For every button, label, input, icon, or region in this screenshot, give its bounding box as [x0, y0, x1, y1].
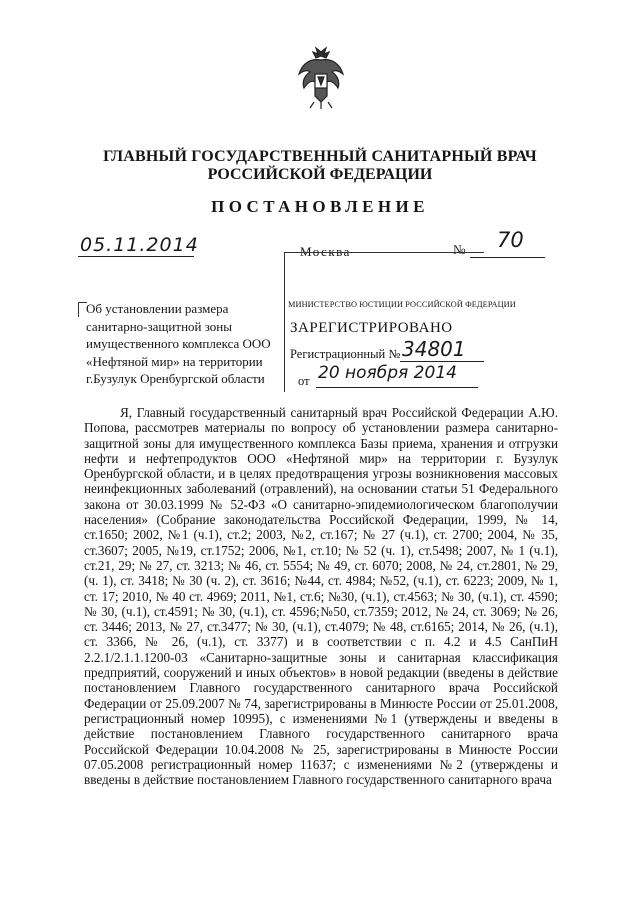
russian-coat-of-arms-icon — [296, 46, 346, 110]
stamp-registration-number-label: Регистрационный № — [290, 347, 401, 361]
stamp-handwritten-registration-number: 34801 — [402, 337, 466, 361]
issuer-title-line1: ГЛАВНЫЙ ГОСУДАРСТВЕННЫЙ САНИТАРНЫЙ ВРАЧ — [103, 148, 537, 165]
document-type-title: ПОСТАНОВЛЕНИЕ — [211, 197, 429, 216]
issuer-title-line2: РОССИЙСКОЙ ФЕДЕРАЦИИ — [207, 166, 433, 183]
document-subject — [86, 300, 271, 388]
city-label: Москва — [300, 244, 351, 259]
handwritten-date: 05.11.2014 — [80, 234, 199, 256]
number-label: № — [453, 242, 466, 257]
date-underline — [78, 256, 194, 257]
stamp-number-underline — [400, 361, 484, 362]
subject-line: г.Бузулук Оренбургской области — [86, 371, 265, 386]
document-body — [84, 405, 558, 787]
stamp-handwritten-date: 20 ноября 2014 — [318, 363, 457, 383]
stamp-ministry-name: МИНИСТЕРСТВО ЮСТИЦИИ РОССИЙСКОЙ ФЕДЕРАЦИИ — [288, 300, 516, 309]
subject-line: Об установлении размера — [86, 301, 229, 316]
subject-line: санитарно-защитной зоны — [86, 318, 232, 334]
stamp-registered-label: ЗАРЕГИСТРИРОВАНО — [290, 320, 453, 336]
subject-line: имущественного комплекса ООО — [86, 336, 271, 351]
stamp-date-underline — [316, 387, 478, 388]
stamp-date-prefix: от — [298, 374, 310, 388]
handwritten-number: 70 — [497, 228, 524, 252]
subject-line: «Нефтяной мир» на территории — [86, 353, 263, 369]
body-paragraph: Я, Главный государственный санитарный врач Российской Федерации А.Ю. Попова, рассмотрев материалы по вопросу об установлении размера санитарно-защитной зоны для имущественного комплекса Базы приема, хранения и отгрузки нефти и нефтепродуктов ООО «Нефтяной мир» на территории г. Бузулук Оренбургской области, и в целях предотвращения угрозы возникновения массовых неинфекционных заболеваний (отравлений), на основании статьи 51 Федерального закона от 30.03.1999 № 52-ФЗ «О санитарно-эпидемиологическом благополучии населения» (Собрание законодательства Российской Федерации, 1999, № 14, ст.1650; 2002, №1 (ч.1), ст.2; 2003, №2, ст.167; № 27 (ч.1), ст. 2700; 2004, № 35, ст.3607; 2005, №19, ст.1752; 2006, №1, ст.10; № 52 (ч. 1), ст.5498; 2007, № 1 (ч.1), ст.21, 29; № 27, ст. 3213; № 46, ст. 5554; № 49, ст. 6070; 2008, № 24, ст.2801, № 29, (ч. 1), ст. 3418; № 30 (ч. 2), ст. 3616; №44, ст. 4984; №52, (ч.1), ст. 6223; 2009, № 1, ст. 17; 2010, № 40 ст. 4969; 2011, №1, ст.6; №30, (ч.1), ст.4563; № 30, (ч.1), ст. 4590; № 30, (ч.1), ст.4591; № 30, (ч.1), ст. 4596;№50, ст.7359; 2012, № 24, ст. 3069; № 26, ст. 3446; 2013, № 27, ст.3477; № 30, (ч.1), ст.4079; № 48, ст.6165; 2014, № 26, (ч.1), ст. 3366, № 26, (ч.1), ст. 3377) и в соответствии с п. 4.2 и 4.5 СанПиН 2.2.1/2.1.1.1200-03 «Санитарно-защитные зоны и санитарная классификация предприятий, сооружений и иных объектов» в новой редакции (введены в действие постановлением Главного государственного санитарного врача Российской Федерации от 25.09.2007 № 74, зарегистрированы в Минюсте России от 25.01.2008, регистрационный номер 10995), с изменениями №1 (утверждены и введены в действие постановлением Главного государственного санитарного врача Российской Федерации 10.04.2008 № 25, зарегистрированы в Минюсте России 07.05.2008 регистрационный номер 11637; с изменениями №2 (утверждены и введены в действие постановлением Главного государственного санитарного врача — [84, 405, 558, 788]
coat-of-arms-emblem — [296, 46, 346, 110]
